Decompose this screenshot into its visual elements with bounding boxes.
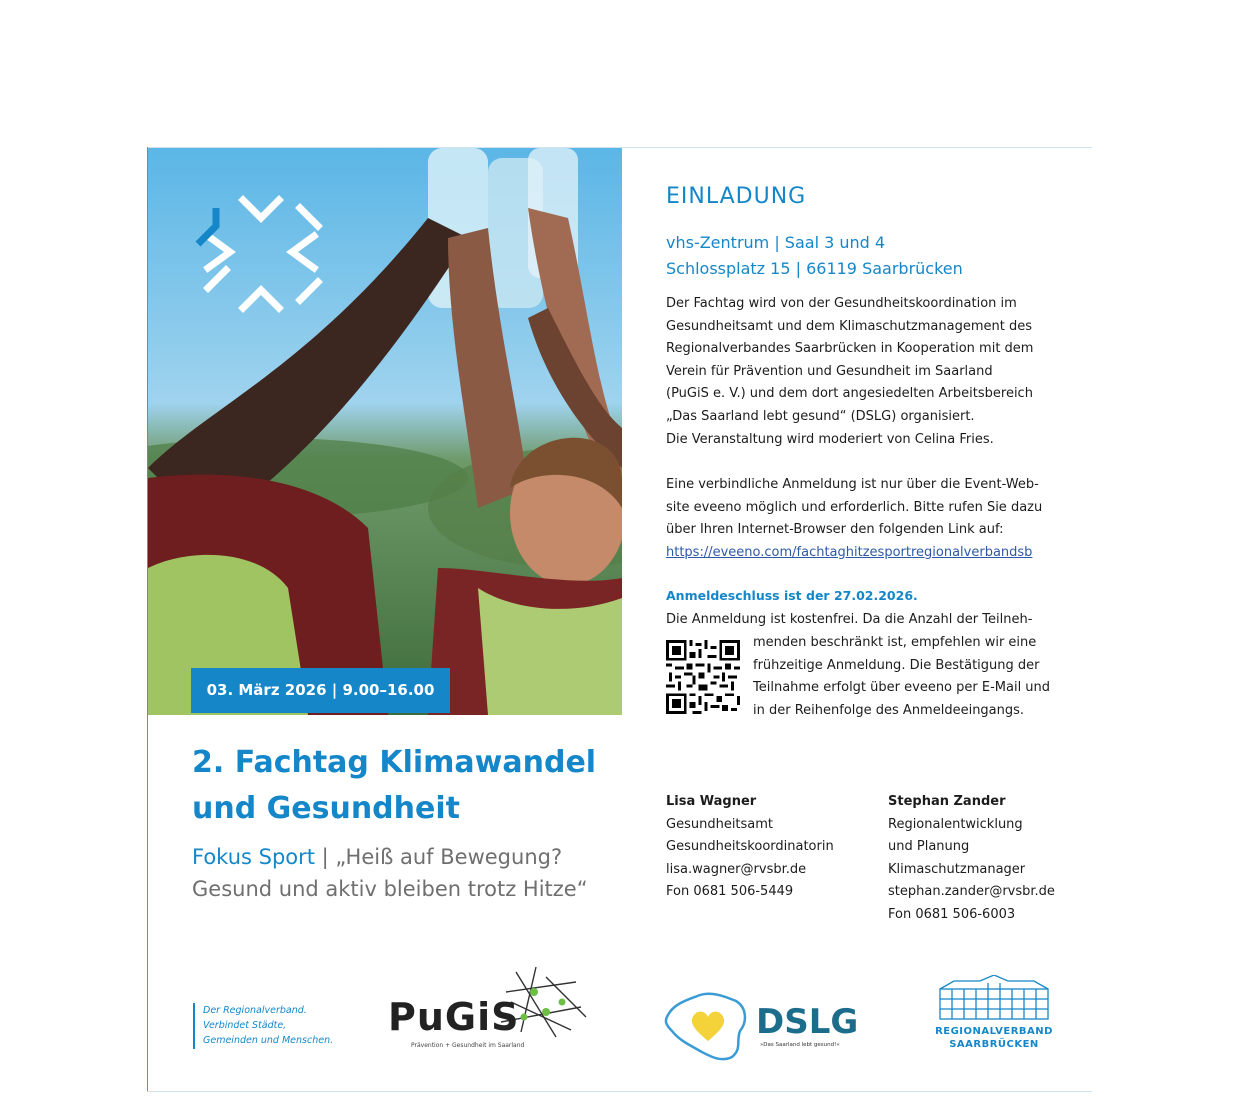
pugis-tagline: Prävention + Gesundheit im Saarland: [411, 1042, 525, 1049]
paragraph-line: Gesundheitsamt und dem Klimaschutzmanagement des: [666, 318, 1032, 334]
registration-paragraph: [666, 474, 1066, 564]
paragraph-line: Regionalverbandes Saarbrücken in Kooperation mit dem: [666, 341, 1034, 357]
paragraph-line: über Ihren Internet-Browser den folgenden Link auf:: [666, 522, 1004, 538]
subtitle-focus: Fokus Sport: [192, 845, 315, 869]
regionalverband-wordmark-1: REGIONALVERBAND: [935, 1026, 1053, 1037]
claim-line: Gemeinden und Menschen.: [203, 1035, 334, 1046]
venue-line-1: vhs-Zentrum | Saal 3 und 4: [666, 233, 886, 252]
contact-email[interactable]: stephan.zander@rvsbr.de: [888, 884, 1055, 900]
registration-info: [753, 632, 1063, 722]
qr-code[interactable]: [666, 640, 740, 714]
paragraph-line: menden beschränkt ist, empfehlen wir eine: [753, 635, 1037, 650]
paragraph-line: Teilnahme erfolgt über eveeno per E-Mail und: [753, 680, 1051, 696]
free-registration-line: Die Anmeldung ist kostenfrei. Da die Anzahl der Teilneh-: [666, 612, 1033, 627]
saarland-heart-icon: [660, 985, 755, 1065]
contact-email[interactable]: lisa.wagner@rvsbr.de: [666, 861, 807, 877]
hero-photo: [148, 148, 622, 715]
event-title: [192, 740, 612, 832]
castle-building-icon: [934, 975, 1054, 1023]
title-line-1: 2. Fachtag Klimawandel: [192, 745, 597, 780]
pugis-wordmark: PuGiS: [388, 995, 520, 1039]
claim-line: Der Regionalverband.: [203, 1005, 307, 1016]
contact-line: Regionalentwicklung: [888, 816, 1023, 832]
subtitle-question: | „Heiß auf Bewegung?: [315, 845, 563, 869]
regionalverband-logo: [934, 975, 1054, 1055]
contact-line: Gesundheitskoordinatorin: [666, 839, 834, 855]
contact-phone: Fon 0681 506-5449: [666, 884, 794, 900]
paragraph-line: Die Veranstaltung wird moderiert von Celina Fries.: [666, 431, 994, 447]
paragraph-line: in der Reihenfolge des Anmeldeeingangs.: [753, 702, 1025, 718]
contact-line: Klimaschutzmanager: [888, 861, 1026, 877]
paragraph-line: Eine verbindliche Anmeldung ist nur über die Event-Web-: [666, 477, 1039, 492]
organizer-paragraph: [666, 293, 1066, 451]
date-badge: 03. März 2026 | 9.00–16.00 Uhr: [191, 668, 450, 713]
contact-line: Gesundheitsamt: [666, 816, 774, 832]
paragraph-line: frühzeitige Anmeldung. Die Bestätigung der: [753, 657, 1040, 673]
bottom-rule: [147, 1091, 1092, 1092]
paragraph-line: (PuGiS e. V.) und dem dort angesiedelten Arbeitsbereich: [666, 386, 1033, 402]
registration-link[interactable]: https://eveeno.com/fachtaghitzesportregionalverbandsb: [666, 544, 1033, 560]
invitation-heading: EINLADUNG: [666, 184, 807, 209]
regionalverband-wordmark-2: SAARBRÜCKEN: [949, 1039, 1039, 1050]
contact-line: und Planung: [888, 839, 970, 855]
subtitle-line-2: Gesund und aktiv bleiben trotz Hitze“: [192, 877, 588, 901]
paragraph-line: Verein für Prävention und Gesundheit im Saarland: [666, 363, 993, 379]
paragraph-line: „Das Saarland lebt gesund“ (DSLG) organisiert.: [666, 408, 975, 424]
regionalverband-claim: [193, 1003, 333, 1049]
title-line-2: und Gesundheit: [192, 791, 460, 826]
dslg-logo: [660, 985, 860, 1065]
dslg-wordmark: DSLG: [756, 1002, 859, 1042]
subtitle-line-1: [192, 841, 562, 873]
registration-deadline: Anmeldeschluss ist der 27.02.2026.: [666, 588, 918, 603]
contact-stephan-zander: [888, 791, 1055, 927]
venue: [666, 230, 963, 282]
claim-line: Verbindet Städte,: [203, 1020, 287, 1031]
paragraph-line: site eveeno möglich und erforderlich. Bitte rufen Sie dazu: [666, 499, 1043, 515]
contact-lisa-wagner: [666, 791, 834, 904]
pugis-logo: [386, 962, 596, 1057]
venue-line-2: Schlossplatz 15 | 66119 Saarbrücken: [666, 259, 963, 278]
paragraph-line: Der Fachtag wird von der Gesundheitskoordination im: [666, 296, 1017, 311]
contact-name: Stephan Zander: [888, 794, 1006, 809]
contact-phone: Fon 0681 506-6003: [888, 906, 1016, 922]
dslg-tagline: »Das Saarland lebt gesund!«: [760, 1042, 840, 1048]
contact-name: Lisa Wagner: [666, 794, 757, 809]
